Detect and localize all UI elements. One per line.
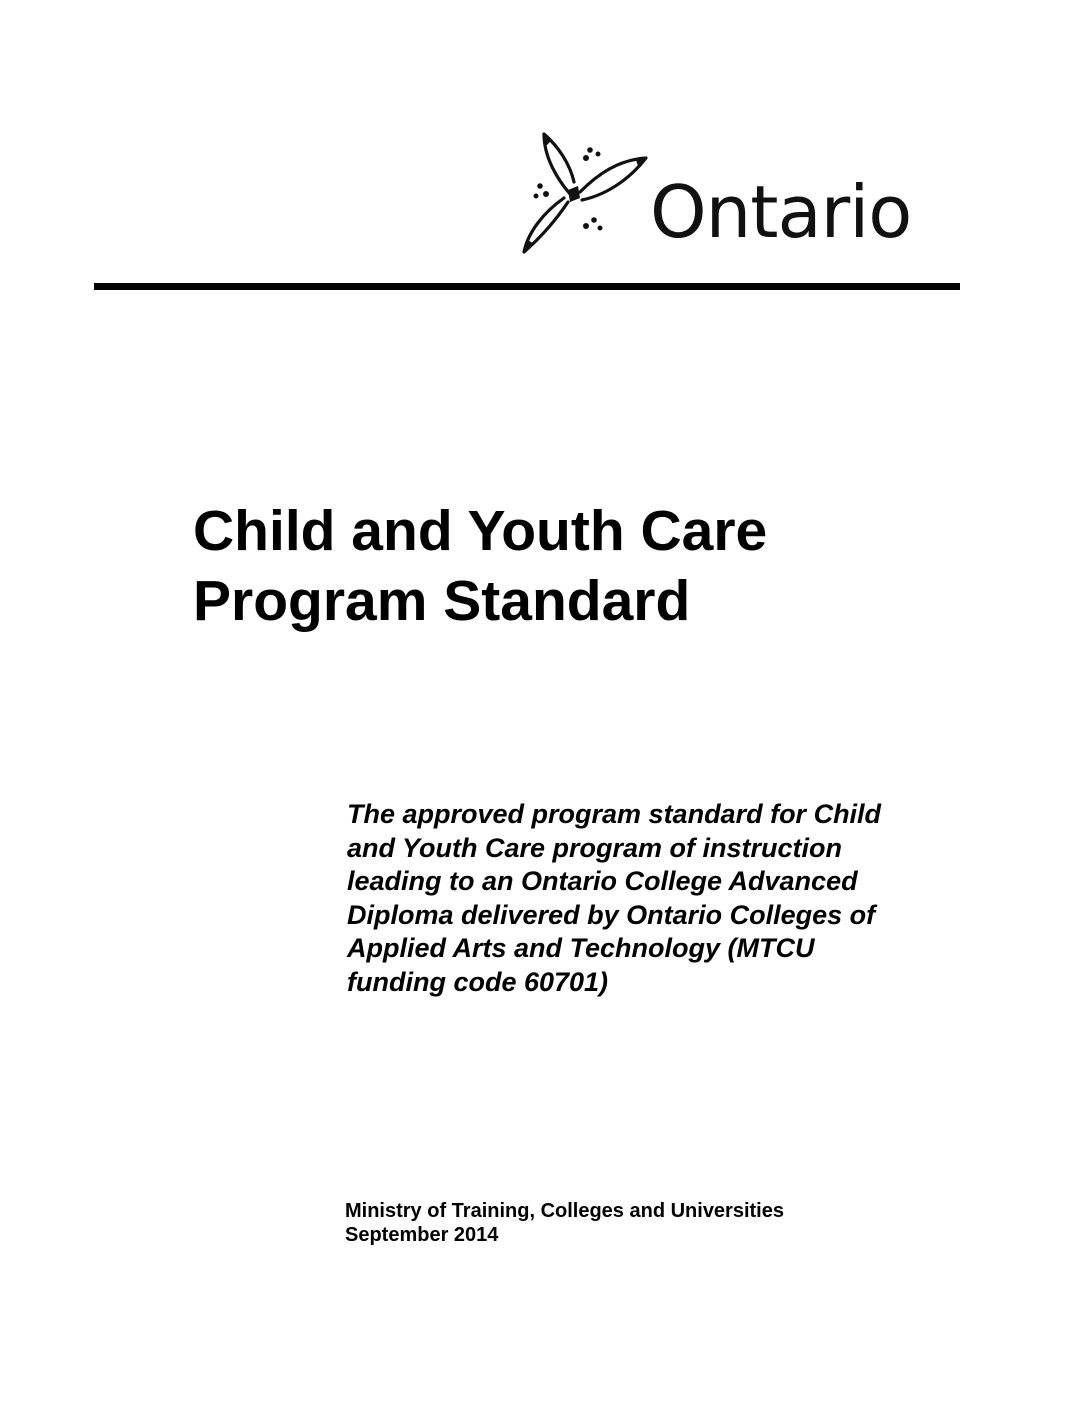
publisher-info: [345, 1199, 784, 1247]
document-title: [193, 496, 767, 636]
trillium-icon: [518, 128, 650, 258]
title-line-2: Program Standard: [193, 569, 691, 633]
document-subtitle: [347, 798, 947, 999]
header-rule: [94, 283, 960, 290]
subtitle-line: Diploma delivered by Ontario Colleges of: [347, 899, 876, 930]
ministry-name: Ministry of Training, Colleges and Universities: [345, 1200, 784, 1222]
ontario-logo: [518, 128, 912, 263]
subtitle-line: Applied Arts and Technology (MTCU: [347, 933, 815, 963]
title-line-1: Child and Youth Care: [193, 499, 768, 563]
ontario-wordmark: Ontario: [650, 170, 912, 254]
subtitle-line: leading to an Ontario College Advanced: [347, 866, 858, 896]
subtitle-line: and Youth Care program of instruction: [347, 832, 843, 863]
subtitle-line: funding code 60701): [347, 966, 609, 997]
subtitle-line: The approved program standard for Child: [347, 799, 882, 829]
publication-date: September 2014: [345, 1224, 499, 1246]
